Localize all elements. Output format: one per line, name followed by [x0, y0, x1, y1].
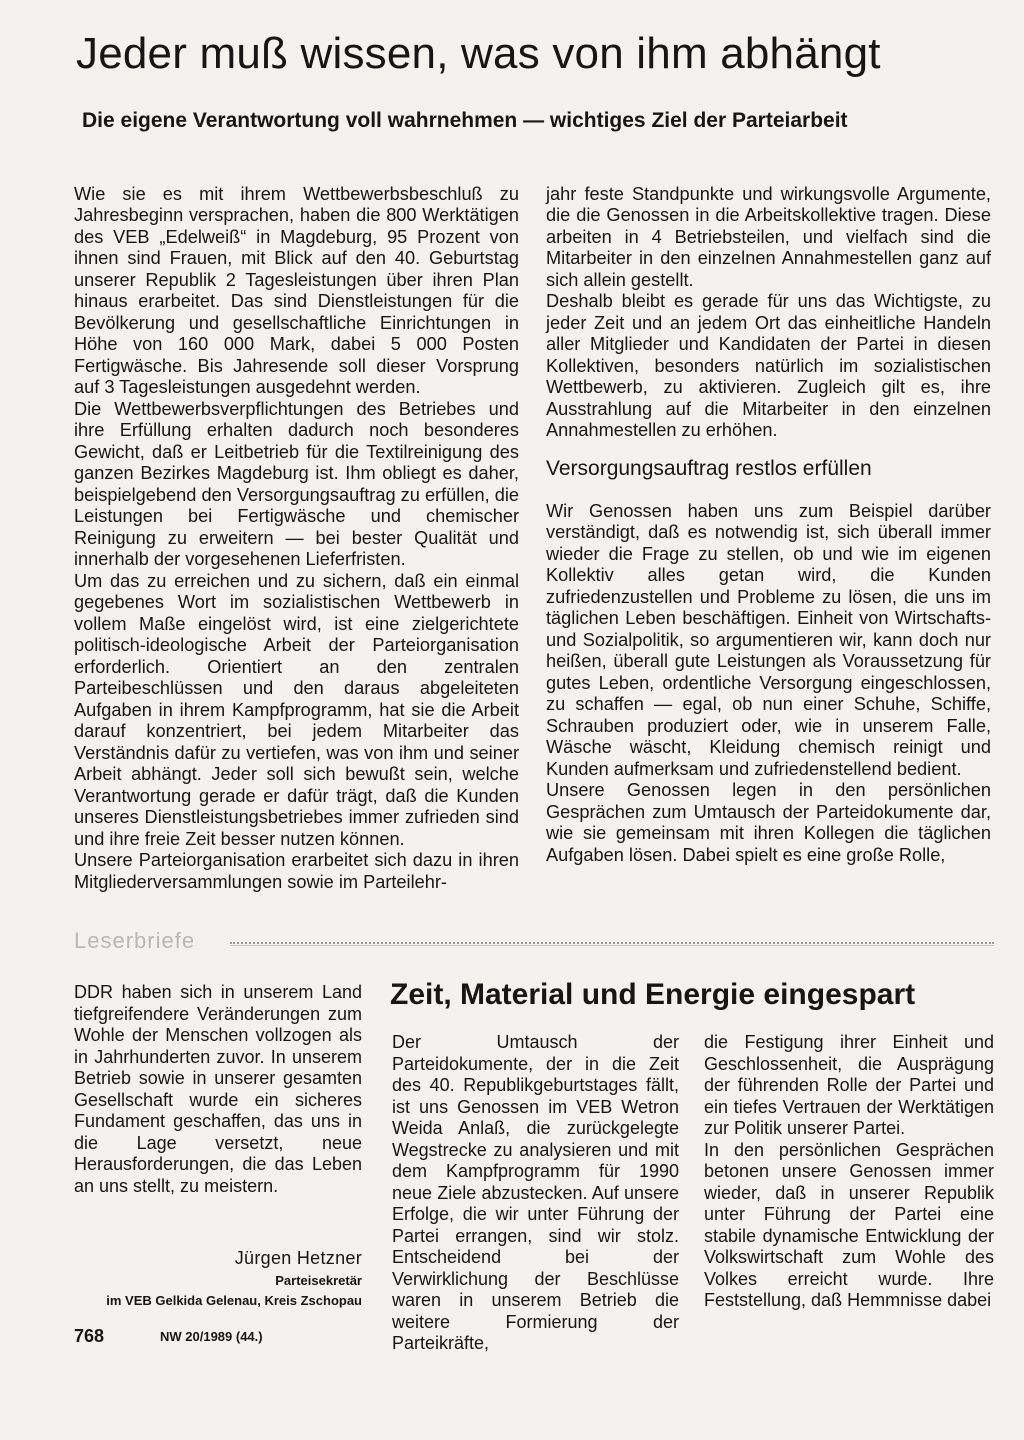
paragraph: Deshalb bleibt es gerade für uns das Wichtigste, zu jeder Zeit und an jedem Ort das einheitliche Handeln aller Mitglieder und Kandidaten der Partei in diesen Kollektiven, besonders natürlich im sozialistischen Wettbewerb, zu aktivieren. Zugleich gilt es, ihre Ausstrahlung auf die Mitarbeiter in den einzelnen Annahmestellen zu erhöhen.: [546, 291, 991, 441]
paragraph: Der Umtausch der Parteidokumente, der in die Zeit des 40. Republikgeburtstages fällt, ist uns Genossen im VEB Wetron Weida Anlaß, die zurückgelegte Wegstrecke zu analysieren und mit dem Kampfprogramm für 1990 neue Ziele abzustecken. Auf unsere Erfolge, die wir unter Führung der Partei errangen, sind wir stolz. Entscheidend bei der Verwirklichung der Beschlüsse waren in unserem Betrieb die weitere Formierung der Parteikräfte,: [392, 1032, 679, 1353]
section-heading: Versorgungsauftrag restlos erfüllen: [546, 456, 872, 480]
issue-label: NW 20/1989 (44.): [160, 1329, 263, 1344]
paragraph: jahr feste Standpunkte und wirkungsvolle Argumente, die die Genossen in die Arbeitskollektive tragen. Diese arbeiten in 4 Betriebsteilen, und vielfach sind die Mitarbeiter in den einzelnen Annahmestellen ganz auf sich allein gestellt.: [546, 184, 991, 290]
paragraph: Wir Genossen haben uns zum Beispiel darüber verständigt, daß es notwendig ist, sich überall immer wieder die Frage zu stellen, ob und wie im eigenen Kollektiv alles getan wird, die Kunden zufriedenzustellen und Probleme zu lösen, die uns im täglichen Leben beschäftigen. Einheit von Wirtschafts- und Sozialpolitik, so argumentieren wir, kann doch nur heißen, überall gute Leistungen als Voraussetzung für gutes Leben, ordentliche Versorgung eingeschlossen, zu schaffen — egal, ob nun einer Schuhe, Schiffe, Schrauben produziert oder, wie in unserem Falle, Wäsche wäscht, Kleidung chemisch reinigt und Kunden aufmerksam und zufriedenstellend bedient.: [546, 501, 991, 779]
paragraph: Unsere Genossen legen in den persönlichen Gesprächen zum Umtausch der Parteidokumente dar, wie sie gemeinsam mit ihren Kollegen die täglichen Aufgaben lösen. Dabei spielt es eine große Rolle,: [546, 780, 991, 865]
article2-column-right: [704, 1032, 994, 1312]
paragraph: Wie sie es mit ihrem Wettbewerbsbeschluß zu Jahresbeginn versprachen, haben die 800 Werktätigen des VEB „Edelweiß“ in Magdeburg, 95 Prozent von ihnen sind Frauen, mit Blick auf den 40. Geburtstag unserer Republik 2 Tagesleistungen über ihren Plan hinaus erarbeitet. Das sind Dienstleistungen für die Bevölkerung und gesellschaftliche Einrichtungen in Höhe von 160 000 Mark, dabei 5 000 Posten Fertigwäsche. Bis Jahresende soll dieser Vorsprung auf 3 Tagesleistungen ausgedehnt werden.: [74, 184, 519, 398]
article2-title: Zeit, Material und Energie eingespart: [390, 978, 916, 1011]
page-footer: [74, 1326, 474, 1350]
paragraph: Die Wettbewerbsverpflichtungen des Betriebes und ihre Erfüllung erhalten dadurch noch besonderes Gewicht, daß er Leitbetrieb für die Textilreinigung des ganzen Bezirkes Magdeburg ist. Ihm obliegt es daher, beispielgebend den Versorgungsauftrag zu erfüllen, die Leistungen bei Fertigwäsche und chemischer Reinigung zu erweitern — bei bester Qualität und innerhalb der vorgesehenen Lieferfristen.: [74, 398, 519, 570]
article1-column-right: [546, 184, 991, 866]
paragraph: Unsere Parteiorganisation erarbeitet sich dazu in ihren Mitgliederversammlungen sowie im Parteilehr-: [74, 850, 519, 892]
page-number: 768: [74, 1326, 105, 1346]
paragraph: In den persönlichen Gesprächen betonen unsere Genossen immer wieder, daß in unserer Republik unter Führung der Partei eine stabile dynamische Entwicklung der Volkswirtschaft zum Wohle des Volkes erreicht wurde. Ihre Feststellung, daß Hemmnisse dabei: [704, 1139, 994, 1310]
leserbriefe-banner: [74, 928, 994, 956]
author-name: Jürgen Hetzner: [234, 1248, 362, 1268]
article1-column-left: [74, 184, 519, 893]
author-role: Parteisekretär: [275, 1273, 362, 1288]
article2-column-left: [392, 1032, 679, 1355]
author-affiliation: im VEB Gelkida Gelenau, Kreis Zschopau: [106, 1293, 362, 1309]
reader-letter: [74, 982, 362, 1197]
paragraph: die Festigung ihrer Einheit und Geschlossenheit, die Ausprägung der führenden Rolle der Partei und ein tiefes Vertrauen der Werktätigen zur Politik unserer Partei.: [704, 1032, 994, 1138]
headline: Jeder muß wissen, was von ihm abhängt: [76, 29, 881, 78]
letter-signature: [74, 1248, 362, 1310]
subheadline: Die eigene Verantwortung voll wahrnehmen — wichtiges Ziel der Parteiarbeit: [82, 109, 848, 132]
leserbriefe-label: Leserbriefe: [74, 928, 196, 953]
dotted-divider: [230, 942, 994, 946]
letter-text: DDR haben sich in unserem Land tiefgreifendere Veränderungen zum Wohle der Menschen vollzogen als in Jahrhunderten zuvor. In unserem Betrieb sowie in unserer gesamten Gesellschaft wurde ein sicheres Fundament geschaffen, das uns in die Lage versetzt, neue Herausforderungen, die das Leben an uns stellt, zu meistern.: [74, 982, 362, 1196]
paragraph: Um das zu erreichen und zu sichern, daß ein einmal gegebenes Wort im sozialistischen Wettbewerb in vollem Maße eingelöst wird, ist eine zielgerichtete politisch-ideologische Arbeit der Parteiorganisation erforderlich. Orientiert an den zentralen Parteibeschlüssen und den daraus abgeleiteten Aufgaben in ihrem Kampfprogramm, hat sie die Arbeit darauf konzentriert, bei jedem Mitarbeiter das Verständnis dafür zu vertiefen, was von ihm und seiner Arbeit abhängt. Jeder soll sich bewußt sein, welche Verantwortung gerade er dafür trägt, daß die Kunden unseres Dienstleistungsbetriebes immer zufrieden sind und ihre freie Zeit besser nutzen können.: [74, 570, 519, 849]
